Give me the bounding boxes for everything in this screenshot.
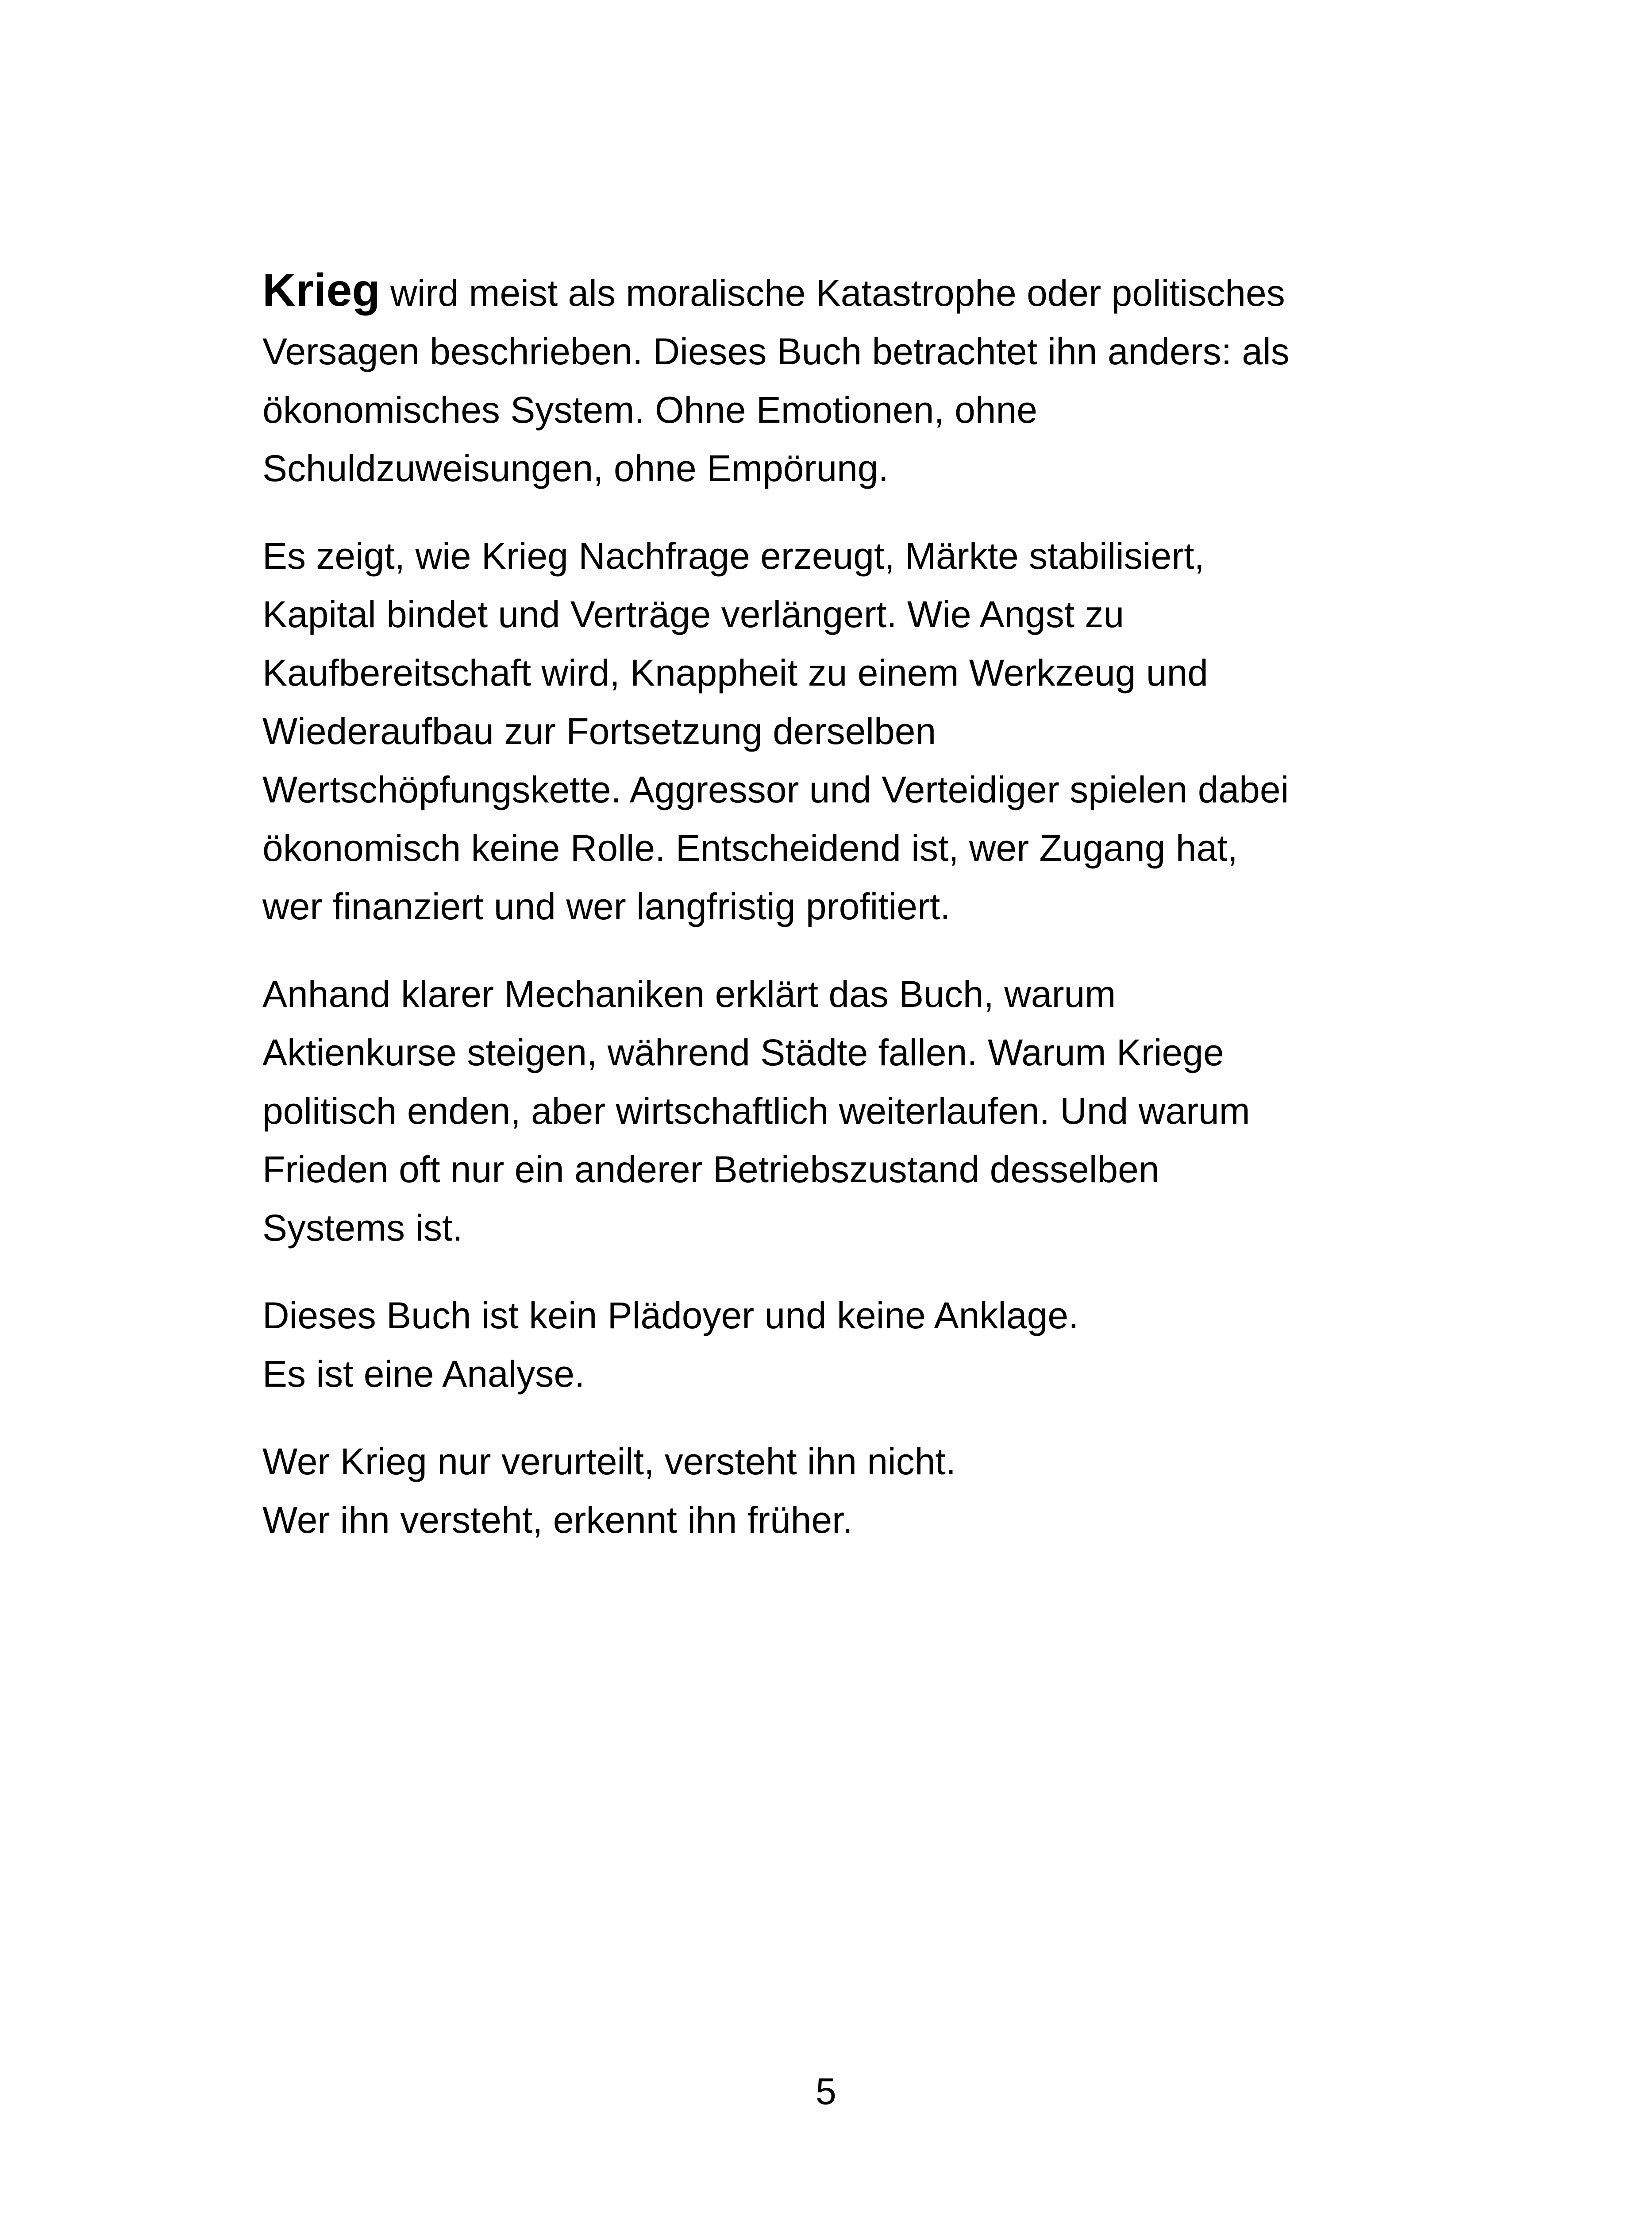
text-line: wer finanziert und wer langfristig profitiert.: [262, 886, 951, 927]
text-line: Aktienkurse steigen, während Städte fallen. Warum Kriege: [262, 1032, 1224, 1073]
paragraph-3: [262, 965, 1413, 1257]
paragraph-1: [262, 261, 1413, 497]
text-line: Es zeigt, wie Krieg Nachfrage erzeugt, Märkte stabilisiert,: [262, 535, 1205, 577]
line-text: wird meist als moralische Katastrophe oder politisches: [380, 272, 1285, 314]
text-line: Wertschöpfungskette. Aggressor und Verteidiger spielen dabei: [262, 769, 1289, 810]
text-line: Wer Krieg nur verurteilt, versteht ihn nicht.: [262, 1441, 956, 1482]
text-line: politisch enden, aber wirtschaftlich weiterlaufen. Und warum: [262, 1090, 1250, 1132]
paragraph-4: [262, 1286, 1413, 1403]
text-line: Frieden oft nur ein anderer Betriebszustand desselben: [262, 1149, 1159, 1190]
text-line: Kapital bindet und Verträge verlängert. Wie Angst zu: [262, 594, 1124, 635]
text-line: [262, 261, 1413, 322]
text-line: Kaufbereitschaft wird, Knappheit zu einem Werkzeug und: [262, 652, 1208, 694]
text-line: Wer ihn versteht, erkennt ihn früher.: [262, 1499, 853, 1541]
text-line: Wiederaufbau zur Fortsetzung derselben: [262, 710, 936, 752]
text-line: Anhand klarer Mechaniken erklärt das Buch, warum: [262, 973, 1116, 1015]
text-line: Versagen beschrieben. Dieses Buch betrachtet ihn anders: als: [262, 331, 1290, 372]
text-line: Schuldzuweisungen, ohne Empörung.: [262, 447, 889, 489]
text-line: Systems ist.: [262, 1207, 463, 1249]
paragraph-2: [262, 527, 1413, 936]
text-line: Es ist eine Analyse.: [262, 1353, 585, 1395]
page-number: 5: [816, 2070, 836, 2112]
text-line: Dieses Buch ist kein Plädoyer und keine Anklage.: [262, 1295, 1079, 1336]
lead-word: Krieg: [262, 265, 380, 316]
text-line: ökonomisch keine Rolle. Entscheidend ist, wer Zugang hat,: [262, 827, 1238, 869]
body-text: [262, 261, 1413, 1578]
text-line: ökonomisches System. Ohne Emotionen, ohne: [262, 389, 1037, 431]
paragraph-5: [262, 1432, 1413, 1549]
